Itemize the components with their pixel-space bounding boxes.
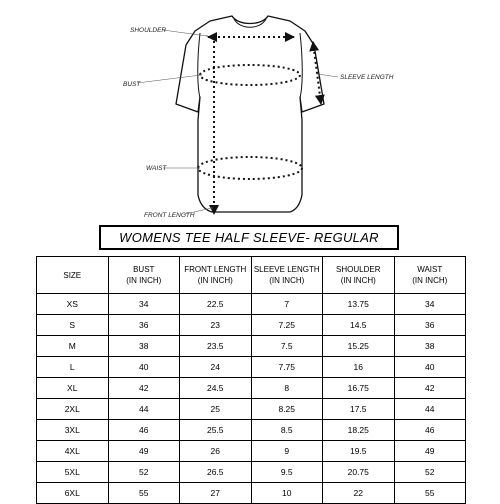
table-cell-waist: 49 [394, 441, 466, 462]
table-cell-size: 2XL [37, 399, 109, 420]
table-cell-bust: 34 [108, 294, 180, 315]
column-header-unit: (IN INCH) [269, 276, 305, 285]
column-header-waist [394, 257, 466, 294]
sleeve-seam-right [300, 33, 302, 98]
table-cell-front-length: 24 [180, 357, 252, 378]
table-cell-sleeve-length: 7.5 [251, 336, 323, 357]
table-cell-shoulder: 18.25 [323, 420, 395, 441]
column-header-label: SIZE [63, 270, 82, 280]
table-cell-bust: 49 [108, 441, 180, 462]
table-cell-sleeve-length: 7.25 [251, 315, 323, 336]
column-header-label: SLEEVE LENGTH [253, 265, 320, 274]
table-body [37, 294, 466, 504]
table-cell-bust: 55 [108, 483, 180, 504]
table-cell-waist: 36 [394, 315, 466, 336]
table-cell-waist: 46 [394, 420, 466, 441]
table-cell-shoulder: 13.75 [323, 294, 395, 315]
table-row [37, 357, 466, 378]
table-cell-front-length: 24.5 [180, 378, 252, 399]
table-row [37, 420, 466, 441]
table-cell-size: 5XL [37, 462, 109, 483]
table-cell-size: L [37, 357, 109, 378]
table-cell-bust: 46 [108, 420, 180, 441]
column-header-label: SHOULDER [336, 265, 381, 274]
table-cell-size: XL [37, 378, 109, 399]
table-cell-front-length: 23 [180, 315, 252, 336]
column-header-size [37, 257, 109, 294]
table-row [37, 441, 466, 462]
column-header-label: FRONT LENGTH [184, 265, 247, 274]
table-cell-shoulder: 19.5 [323, 441, 395, 462]
table-cell-shoulder: 20.75 [323, 462, 395, 483]
table-cell-front-length: 26.5 [180, 462, 252, 483]
table-cell-shoulder: 16.75 [323, 378, 395, 399]
chart-title [99, 225, 399, 250]
table-cell-waist: 44 [394, 399, 466, 420]
table-row [37, 294, 466, 315]
table-cell-bust: 38 [108, 336, 180, 357]
table-cell-waist: 38 [394, 336, 466, 357]
table-cell-front-length: 27 [180, 483, 252, 504]
column-header-shoulder [323, 257, 395, 294]
table-cell-waist: 40 [394, 357, 466, 378]
table-row [37, 315, 466, 336]
tshirt-measurement-diagram [0, 0, 500, 222]
table-cell-shoulder: 17.5 [323, 399, 395, 420]
column-header-label: WAIST [417, 265, 443, 274]
table-row [37, 336, 466, 357]
table-cell-waist: 34 [394, 294, 466, 315]
shoulder-label: SHOULDER [130, 27, 167, 34]
front-length-label: FRONT LENGTH [144, 212, 195, 219]
table-cell-size: 3XL [37, 420, 109, 441]
table-cell-size: 4XL [37, 441, 109, 462]
table-cell-size: S [37, 315, 109, 336]
column-header-front-length [180, 257, 252, 294]
table-cell-size: XS [37, 294, 109, 315]
column-header-unit: (IN INCH) [126, 276, 162, 285]
table-cell-sleeve-length: 10 [251, 483, 323, 504]
waist-label: WAIST [146, 165, 167, 172]
chart-title-text: WOMENS TEE HALF SLEEVE- REGULAR [119, 230, 379, 245]
column-header-unit: (IN INCH) [197, 276, 233, 285]
tshirt-outline [176, 16, 324, 212]
table-cell-front-length: 25 [180, 399, 252, 420]
table-cell-shoulder: 22 [323, 483, 395, 504]
column-header-label: BUST [133, 265, 155, 274]
table-cell-sleeve-length: 9 [251, 441, 323, 462]
column-header-sleeve-length [251, 257, 323, 294]
table-cell-sleeve-length: 9.5 [251, 462, 323, 483]
table-cell-sleeve-length: 7.75 [251, 357, 323, 378]
column-header-unit: (IN INCH) [412, 276, 448, 285]
table-row [37, 399, 466, 420]
table-cell-bust: 40 [108, 357, 180, 378]
column-header-bust [108, 257, 180, 294]
table-row [37, 378, 466, 399]
table-cell-bust: 52 [108, 462, 180, 483]
sleeve-length-measure-line [313, 42, 321, 104]
table-cell-waist: 55 [394, 483, 466, 504]
table-cell-bust: 36 [108, 315, 180, 336]
table-cell-sleeve-length: 8.5 [251, 420, 323, 441]
table-cell-shoulder: 16 [323, 357, 395, 378]
table-cell-shoulder: 14.5 [323, 315, 395, 336]
table-cell-front-length: 23.5 [180, 336, 252, 357]
table-cell-bust: 44 [108, 399, 180, 420]
table-cell-sleeve-length: 8.25 [251, 399, 323, 420]
sleeve-length-label: SLEEVE LENGTH [340, 74, 394, 81]
table-cell-size: M [37, 336, 109, 357]
table-cell-waist: 42 [394, 378, 466, 399]
table-cell-shoulder: 15.25 [323, 336, 395, 357]
table-row [37, 483, 466, 504]
table-cell-bust: 42 [108, 378, 180, 399]
table-cell-waist: 52 [394, 462, 466, 483]
bust-label: BUST [123, 81, 141, 88]
size-chart-table [36, 256, 466, 504]
table-cell-front-length: 25.5 [180, 420, 252, 441]
table-header-row [37, 257, 466, 294]
table-cell-front-length: 22.5 [180, 294, 252, 315]
bust-callout-line [137, 75, 201, 83]
sleeve-seam-left [198, 33, 200, 98]
column-header-unit: (IN INCH) [340, 276, 376, 285]
shoulder-callout-line [163, 30, 207, 36]
table-cell-size: 6XL [37, 483, 109, 504]
table-row [37, 462, 466, 483]
table-cell-sleeve-length: 7 [251, 294, 323, 315]
table-cell-front-length: 26 [180, 441, 252, 462]
table-cell-sleeve-length: 8 [251, 378, 323, 399]
sleeve-length-callout-line [318, 74, 338, 77]
